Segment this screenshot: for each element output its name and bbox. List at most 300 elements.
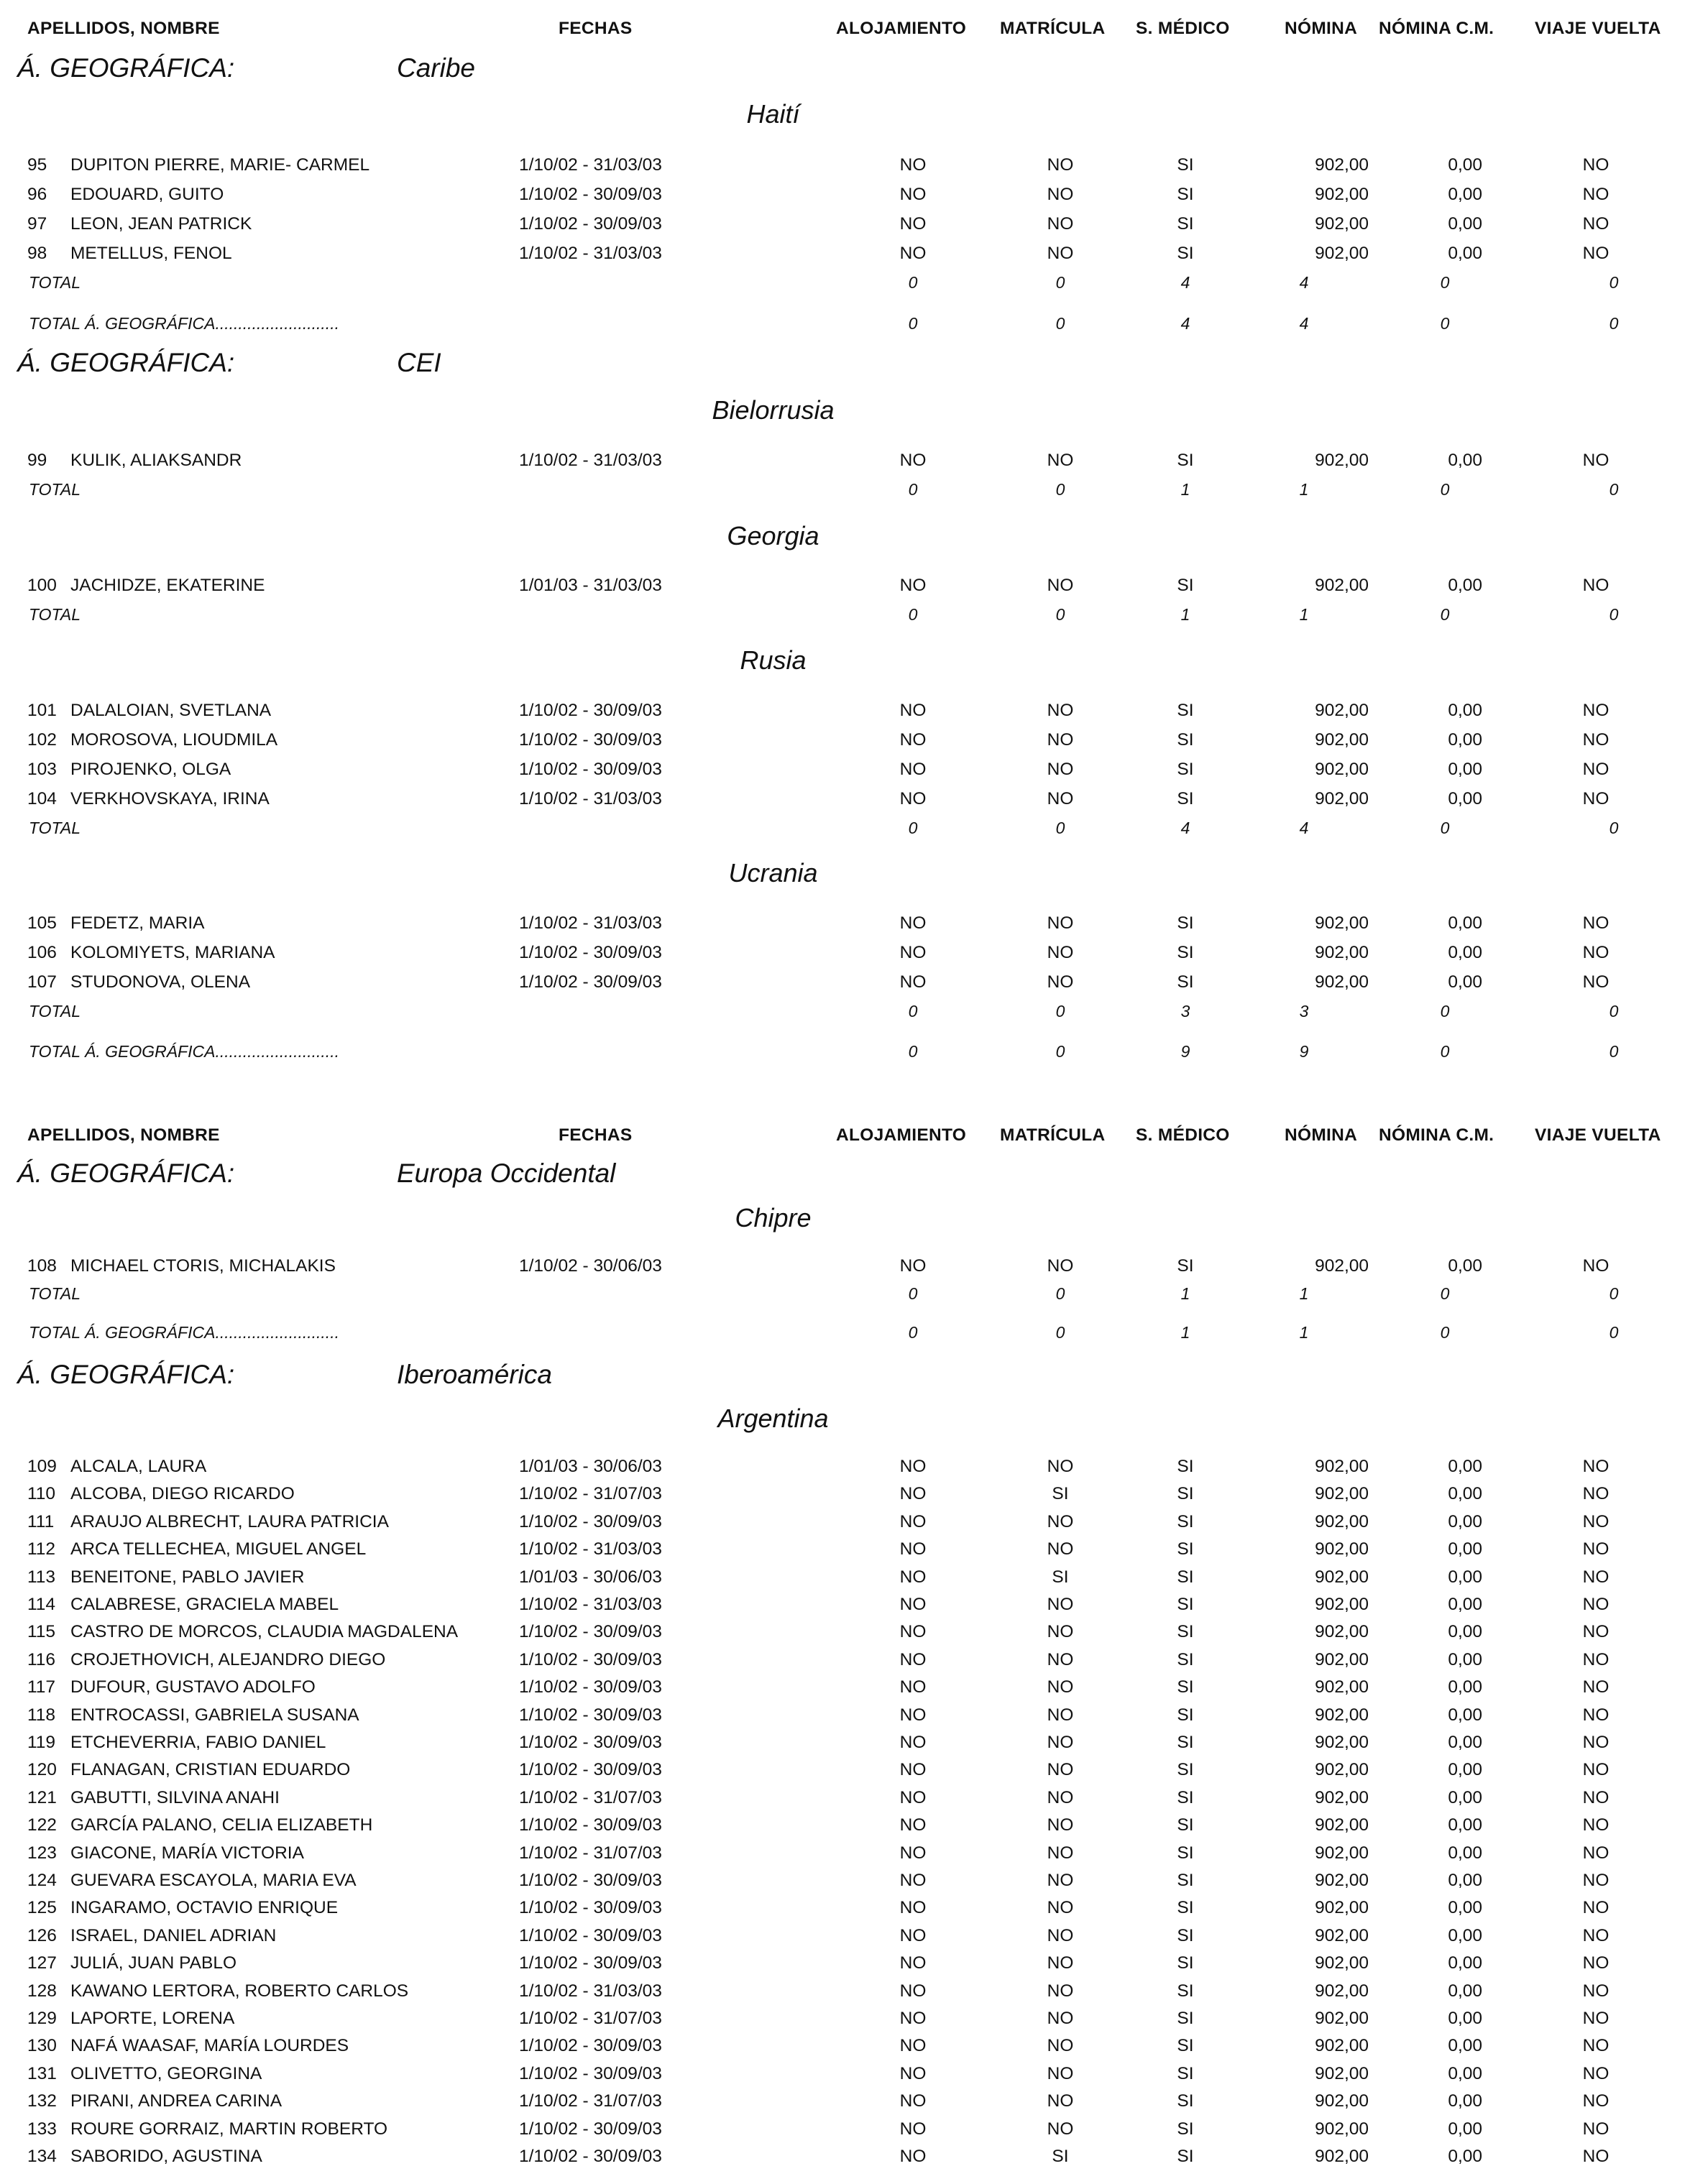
row-viaje: NO: [1582, 789, 1609, 808]
table-row: [0, 1539, 1690, 1567]
col-header-smed: S. MÉDICO: [1136, 1125, 1230, 1145]
row-number: 112: [27, 1539, 56, 1559]
row-name: ALCOBA, DIEGO RICARDO: [70, 1484, 295, 1503]
row-viaje: NO: [1582, 1788, 1609, 1807]
total-aloj: 0: [908, 1284, 918, 1303]
row-viaje: NO: [1582, 1622, 1609, 1641]
row-dates: 1/10/02 - 30/09/03: [519, 2147, 662, 2166]
row-mat: NO: [1047, 701, 1074, 720]
row-number: 104: [27, 789, 57, 808]
row-mat: NO: [1047, 1733, 1074, 1752]
row-number: 98: [27, 244, 47, 263]
row-name: ARAUJO ALBRECHT, LAURA PATRICIA: [70, 1512, 389, 1531]
total-nomcm: 0: [1440, 480, 1450, 499]
country-total-row: [0, 605, 1690, 632]
row-number: 110: [27, 1484, 56, 1503]
row-mat: NO: [1047, 1981, 1074, 2001]
row-nom: 902,00: [1315, 1539, 1369, 1559]
row-number: 96: [27, 185, 47, 204]
row-number: 127: [27, 1953, 57, 1973]
row-smed: SI: [1177, 2064, 1194, 2083]
row-nom: 902,00: [1315, 1981, 1369, 2001]
row-nomcm: 0,00: [1448, 1457, 1482, 1476]
row-nomcm: 0,00: [1448, 2064, 1482, 2083]
row-dates: 1/10/02 - 30/09/03: [519, 1815, 662, 1835]
col-header-nom: NÓMINA: [1285, 19, 1358, 38]
row-mat: NO: [1047, 1457, 1074, 1476]
total-label: TOTAL: [29, 1284, 81, 1303]
row-name: GIACONE, MARÍA VICTORIA: [70, 1843, 304, 1863]
row-aloj: NO: [899, 451, 927, 470]
col-header-name: APELLIDOS, NOMBRE: [27, 1125, 220, 1145]
row-viaje: NO: [1582, 1539, 1609, 1559]
total-nom: 1: [1299, 1284, 1309, 1303]
row-mat: NO: [1047, 576, 1074, 595]
row-name: EDOUARD, GUITO: [70, 185, 224, 204]
row-nom: 902,00: [1315, 1567, 1369, 1587]
row-mat: NO: [1047, 155, 1074, 175]
row-mat: NO: [1047, 1953, 1074, 1973]
table-row: [0, 2036, 1690, 2063]
row-number: 117: [27, 1677, 56, 1697]
total-viaje: 0: [1609, 1002, 1619, 1020]
row-smed: SI: [1177, 1733, 1194, 1752]
table-row: [0, 1567, 1690, 1595]
row-smed: SI: [1177, 730, 1194, 750]
country-total-row: [0, 480, 1690, 507]
row-viaje: NO: [1582, 185, 1609, 204]
row-viaje: NO: [1582, 2119, 1609, 2139]
country-name: Georgia: [727, 521, 819, 550]
row-mat: NO: [1047, 2009, 1074, 2028]
total-viaje: 0: [1609, 605, 1619, 624]
table-row: [0, 1650, 1690, 1677]
country-total-row: [0, 1284, 1690, 1312]
row-smed: SI: [1177, 214, 1194, 234]
row-viaje: NO: [1582, 2064, 1609, 2083]
row-nomcm: 0,00: [1448, 1760, 1482, 1779]
total-smed: 4: [1180, 273, 1190, 292]
table-row: [0, 2119, 1690, 2147]
row-aloj: NO: [899, 2036, 927, 2055]
area-label: Á. GEOGRÁFICA:: [17, 53, 235, 83]
total-mat: 0: [1055, 273, 1065, 292]
country-name: Bielorrusia: [712, 395, 835, 425]
row-nomcm: 0,00: [1448, 1953, 1482, 1973]
row-smed: SI: [1177, 943, 1194, 962]
row-smed: SI: [1177, 1650, 1194, 1669]
total-aloj: 0: [908, 605, 918, 624]
area-total-label: TOTAL Á. GEOGRÁFICA...........................: [29, 1042, 339, 1061]
row-mat: NO: [1047, 1650, 1074, 1669]
row-smed: SI: [1177, 1898, 1194, 1917]
row-nom: 902,00: [1315, 1622, 1369, 1641]
total-smed: 1: [1180, 1284, 1190, 1303]
total-aloj: 0: [908, 1002, 918, 1020]
col-header-viaje: VIAJE VUELTA: [1535, 1125, 1661, 1145]
row-smed: SI: [1177, 155, 1194, 175]
table-row: [0, 760, 1690, 787]
row-mat: NO: [1047, 1539, 1074, 1559]
row-nomcm: 0,00: [1448, 2009, 1482, 2028]
country-name: Haití: [746, 99, 800, 129]
table-row: [0, 244, 1690, 271]
total-mat: 0: [1055, 819, 1065, 837]
row-nom: 902,00: [1315, 214, 1369, 234]
row-mat: NO: [1047, 789, 1074, 808]
row-dates: 1/01/03 - 30/06/03: [519, 1567, 662, 1587]
col-header-aloj: ALOJAMIENTO: [836, 1125, 967, 1145]
row-name: CASTRO DE MORCOS, CLAUDIA MAGDALENA: [70, 1622, 459, 1641]
row-mat: NO: [1047, 913, 1074, 933]
row-aloj: NO: [899, 1512, 927, 1531]
row-nomcm: 0,00: [1448, 1705, 1482, 1725]
total-label: TOTAL: [29, 1002, 81, 1020]
row-dates: 1/10/02 - 30/09/03: [519, 1898, 662, 1917]
total-smed: 1: [1180, 480, 1190, 499]
row-dates: 1/10/02 - 30/09/03: [519, 2064, 662, 2083]
row-aloj: NO: [899, 1677, 927, 1697]
row-viaje: NO: [1582, 1760, 1609, 1779]
row-nom: 902,00: [1315, 730, 1369, 750]
total-viaje: 0: [1609, 273, 1619, 292]
row-number: 124: [27, 1871, 57, 1890]
row-dates: 1/10/02 - 31/07/03: [519, 2091, 662, 2111]
table-row: [0, 1953, 1690, 1981]
row-dates: 1/10/02 - 30/09/03: [519, 214, 662, 234]
row-nomcm: 0,00: [1448, 943, 1482, 962]
area-total-label: TOTAL Á. GEOGRÁFICA...........................: [29, 1323, 339, 1342]
row-name: KOLOMIYETS, MARIANA: [70, 943, 275, 962]
row-nom: 902,00: [1315, 1760, 1369, 1779]
row-smed: SI: [1177, 576, 1194, 595]
row-aloj: NO: [899, 1705, 927, 1725]
table-row: [0, 1622, 1690, 1649]
table-row: [0, 1815, 1690, 1843]
row-nom: 902,00: [1315, 789, 1369, 808]
country-name: Argentina: [717, 1404, 829, 1433]
row-viaje: NO: [1582, 1512, 1609, 1531]
area-total-smed: 9: [1180, 1042, 1190, 1061]
row-aloj: NO: [899, 155, 927, 175]
row-dates: 1/10/02 - 30/09/03: [519, 2036, 662, 2055]
row-aloj: NO: [899, 2119, 927, 2139]
row-dates: 1/10/02 - 30/09/03: [519, 1733, 662, 1752]
row-name: DUPITON PIERRE, MARIE- CARMEL: [70, 155, 370, 175]
row-name: KAWANO LERTORA, ROBERTO CARLOS: [70, 1981, 409, 2001]
row-aloj: NO: [899, 943, 927, 962]
row-name: OLIVETTO, GEORGINA: [70, 2064, 262, 2083]
table-row: [0, 1871, 1690, 1898]
total-nom: 4: [1299, 819, 1309, 837]
total-nom: 3: [1299, 1002, 1309, 1020]
row-aloj: NO: [899, 972, 927, 992]
table-row: [0, 214, 1690, 241]
area-name: CEI: [397, 348, 441, 377]
row-aloj: NO: [899, 185, 927, 204]
row-nom: 902,00: [1315, 576, 1369, 595]
row-viaje: NO: [1582, 451, 1609, 470]
row-smed: SI: [1177, 1926, 1194, 1945]
row-viaje: NO: [1582, 913, 1609, 933]
row-mat: SI: [1052, 2147, 1069, 2166]
row-dates: 1/10/02 - 30/09/03: [519, 730, 662, 750]
row-name: NAFÁ WAASAF, MARÍA LOURDES: [70, 2036, 349, 2055]
row-aloj: NO: [899, 1622, 927, 1641]
total-aloj: 0: [908, 273, 918, 292]
table-row: [0, 2147, 1690, 2174]
row-smed: SI: [1177, 1539, 1194, 1559]
row-aloj: NO: [899, 1898, 927, 1917]
row-aloj: NO: [899, 1788, 927, 1807]
row-aloj: NO: [899, 1256, 927, 1276]
row-name: LAPORTE, LORENA: [70, 2009, 235, 2028]
row-viaje: NO: [1582, 701, 1609, 720]
row-nom: 902,00: [1315, 1650, 1369, 1669]
row-dates: 1/10/02 - 30/09/03: [519, 1512, 662, 1531]
total-nomcm: 0: [1440, 605, 1450, 624]
row-nomcm: 0,00: [1448, 1843, 1482, 1863]
total-nomcm: 0: [1440, 1002, 1450, 1020]
row-nomcm: 0,00: [1448, 730, 1482, 750]
country-total-row: [0, 273, 1690, 300]
row-viaje: NO: [1582, 1677, 1609, 1697]
row-nomcm: 0,00: [1448, 1595, 1482, 1614]
table-row: [0, 1898, 1690, 1925]
row-viaje: NO: [1582, 1484, 1609, 1503]
row-dates: 1/10/02 - 31/03/03: [519, 1539, 662, 1559]
row-smed: SI: [1177, 1981, 1194, 2001]
row-aloj: NO: [899, 2091, 927, 2111]
row-aloj: NO: [899, 913, 927, 933]
total-nomcm: 0: [1440, 273, 1450, 292]
area-total-mat: 0: [1055, 1042, 1065, 1061]
area-total-smed: 1: [1180, 1323, 1190, 1342]
area-total-nom: 9: [1299, 1042, 1309, 1061]
row-nomcm: 0,00: [1448, 1788, 1482, 1807]
row-nom: 902,00: [1315, 2147, 1369, 2166]
total-smed: 3: [1180, 1002, 1190, 1020]
row-nomcm: 0,00: [1448, 1484, 1482, 1503]
total-label: TOTAL: [29, 273, 81, 292]
total-nomcm: 0: [1440, 1284, 1450, 1303]
row-aloj: NO: [899, 1926, 927, 1945]
col-header-aloj: ALOJAMIENTO: [836, 19, 967, 38]
row-nom: 902,00: [1315, 1677, 1369, 1697]
row-number: 133: [27, 2119, 57, 2139]
row-viaje: NO: [1582, 1871, 1609, 1890]
col-header-nom: NÓMINA: [1285, 1125, 1358, 1145]
country-name: Chipre: [735, 1203, 812, 1232]
row-number: 97: [27, 214, 47, 234]
row-viaje: NO: [1582, 1595, 1609, 1614]
row-nom: 902,00: [1315, 943, 1369, 962]
row-viaje: NO: [1582, 2036, 1609, 2055]
row-number: 103: [27, 760, 57, 779]
area-total-nom: 4: [1299, 314, 1309, 333]
table-row: [0, 701, 1690, 728]
row-dates: 1/10/02 - 30/09/03: [519, 701, 662, 720]
row-nom: 902,00: [1315, 972, 1369, 992]
row-smed: SI: [1177, 1622, 1194, 1641]
table-row: [0, 972, 1690, 1000]
area-name: Europa Occidental: [397, 1158, 616, 1188]
row-viaje: NO: [1582, 2091, 1609, 2111]
row-nom: 902,00: [1315, 1871, 1369, 1890]
row-aloj: NO: [899, 701, 927, 720]
row-name: ETCHEVERRIA, FABIO DANIEL: [70, 1733, 326, 1752]
row-number: 120: [27, 1760, 57, 1779]
country-heading: [0, 1203, 1690, 1233]
row-mat: NO: [1047, 760, 1074, 779]
row-mat: SI: [1052, 1567, 1069, 1587]
row-viaje: NO: [1582, 2147, 1609, 2166]
row-nom: 902,00: [1315, 2119, 1369, 2139]
row-number: 108: [27, 1256, 57, 1276]
row-aloj: NO: [899, 244, 927, 263]
area-total-smed: 4: [1180, 314, 1190, 333]
row-dates: 1/10/02 - 30/09/03: [519, 2119, 662, 2139]
row-viaje: NO: [1582, 1705, 1609, 1725]
row-aloj: NO: [899, 1871, 927, 1890]
row-number: 114: [27, 1595, 56, 1614]
row-nomcm: 0,00: [1448, 1981, 1482, 2001]
table-row: [0, 155, 1690, 183]
row-smed: SI: [1177, 1843, 1194, 1863]
row-dates: 1/10/02 - 31/03/03: [519, 1595, 662, 1614]
row-mat: NO: [1047, 1760, 1074, 1779]
row-nom: 902,00: [1315, 701, 1369, 720]
row-name: ALCALA, LAURA: [70, 1457, 207, 1476]
row-number: 115: [27, 1622, 56, 1641]
row-smed: SI: [1177, 1815, 1194, 1835]
row-smed: SI: [1177, 185, 1194, 204]
row-dates: 1/10/02 - 31/07/03: [519, 2009, 662, 2028]
row-dates: 1/10/02 - 30/09/03: [519, 185, 662, 204]
area-label: Á. GEOGRÁFICA:: [17, 1360, 235, 1389]
row-dates: 1/10/02 - 31/07/03: [519, 1788, 662, 1807]
area-label: Á. GEOGRÁFICA:: [17, 348, 235, 377]
row-nom: 902,00: [1315, 1898, 1369, 1917]
area-total-viaje: 0: [1609, 1323, 1619, 1342]
row-dates: 1/10/02 - 31/03/03: [519, 913, 662, 933]
row-name: JACHIDZE, EKATERINE: [70, 576, 265, 595]
row-smed: SI: [1177, 2036, 1194, 2055]
row-smed: SI: [1177, 2119, 1194, 2139]
row-nomcm: 0,00: [1448, 2147, 1482, 2166]
area-total-nom: 1: [1299, 1323, 1309, 1342]
row-smed: SI: [1177, 1788, 1194, 1807]
row-dates: 1/10/02 - 30/09/03: [519, 1677, 662, 1697]
area-total-viaje: 0: [1609, 1042, 1619, 1061]
row-smed: SI: [1177, 1484, 1194, 1503]
row-viaje: NO: [1582, 1733, 1609, 1752]
row-number: 111: [27, 1512, 55, 1531]
row-mat: NO: [1047, 1815, 1074, 1835]
col-header-viaje: VIAJE VUELTA: [1535, 19, 1661, 38]
row-nom: 902,00: [1315, 244, 1369, 263]
row-viaje: NO: [1582, 1256, 1609, 1276]
table-row: [0, 789, 1690, 816]
table-row: [0, 1256, 1690, 1284]
table-row: [0, 913, 1690, 941]
table-row: [0, 1457, 1690, 1484]
row-number: 130: [27, 2036, 57, 2055]
row-smed: SI: [1177, 2091, 1194, 2111]
row-nomcm: 0,00: [1448, 1650, 1482, 1669]
row-nomcm: 0,00: [1448, 1539, 1482, 1559]
total-smed: 1: [1180, 605, 1190, 624]
area-total-aloj: 0: [908, 1042, 918, 1061]
total-viaje: 0: [1609, 819, 1619, 837]
row-name: FEDETZ, MARIA: [70, 913, 205, 933]
row-name: PIRANI, ANDREA CARINA: [70, 2091, 283, 2111]
row-dates: 1/10/02 - 31/03/03: [519, 789, 662, 808]
table-row: [0, 1705, 1690, 1733]
row-smed: SI: [1177, 789, 1194, 808]
row-dates: 1/10/02 - 30/06/03: [519, 1256, 662, 1276]
row-dates: 1/10/02 - 30/09/03: [519, 1650, 662, 1669]
area-total-mat: 0: [1055, 314, 1065, 333]
row-smed: SI: [1177, 2147, 1194, 2166]
row-number: 109: [27, 1457, 57, 1476]
row-nomcm: 0,00: [1448, 1677, 1482, 1697]
row-viaje: NO: [1582, 972, 1609, 992]
row-aloj: NO: [899, 1843, 927, 1863]
row-number: 116: [27, 1650, 56, 1669]
row-dates: 1/10/02 - 30/09/03: [519, 1622, 662, 1641]
row-mat: NO: [1047, 1595, 1074, 1614]
row-mat: NO: [1047, 185, 1074, 204]
row-smed: SI: [1177, 1705, 1194, 1725]
row-nomcm: 0,00: [1448, 2036, 1482, 2055]
area-total-row: [0, 1323, 1690, 1350]
row-nomcm: 0,00: [1448, 1926, 1482, 1945]
row-mat: NO: [1047, 1512, 1074, 1531]
row-nomcm: 0,00: [1448, 1256, 1482, 1276]
table-row: [0, 2091, 1690, 2119]
area-total-nomcm: 0: [1440, 1323, 1450, 1342]
row-dates: 1/10/02 - 30/09/03: [519, 1760, 662, 1779]
row-name: ROURE GORRAIZ, MARTIN ROBERTO: [70, 2119, 388, 2139]
area-name: Caribe: [397, 53, 475, 83]
row-mat: NO: [1047, 2119, 1074, 2139]
row-nomcm: 0,00: [1448, 1815, 1482, 1835]
row-number: 106: [27, 943, 57, 962]
row-viaje: NO: [1582, 155, 1609, 175]
row-name: INGARAMO, OCTAVIO ENRIQUE: [70, 1898, 339, 1917]
row-aloj: NO: [899, 1457, 927, 1476]
row-aloj: NO: [899, 1484, 927, 1503]
col-header-dates: FECHAS: [559, 1125, 633, 1145]
row-name: MOROSOVA, LIOUDMILA: [70, 730, 278, 750]
row-smed: SI: [1177, 1953, 1194, 1973]
total-aloj: 0: [908, 480, 918, 499]
row-nom: 902,00: [1315, 1457, 1369, 1476]
row-aloj: NO: [899, 576, 927, 595]
row-nom: 902,00: [1315, 1484, 1369, 1503]
row-viaje: NO: [1582, 1843, 1609, 1863]
col-header-nomcm: NÓMINA C.M.: [1379, 19, 1494, 38]
row-aloj: NO: [899, 730, 927, 750]
table-row: [0, 1788, 1690, 1815]
row-name: GABUTTI, SILVINA ANAHI: [70, 1788, 280, 1807]
row-dates: 1/10/02 - 30/09/03: [519, 1705, 662, 1725]
total-label: TOTAL: [29, 605, 81, 624]
row-viaje: NO: [1582, 1953, 1609, 1973]
row-smed: SI: [1177, 1677, 1194, 1697]
total-smed: 4: [1180, 819, 1190, 837]
